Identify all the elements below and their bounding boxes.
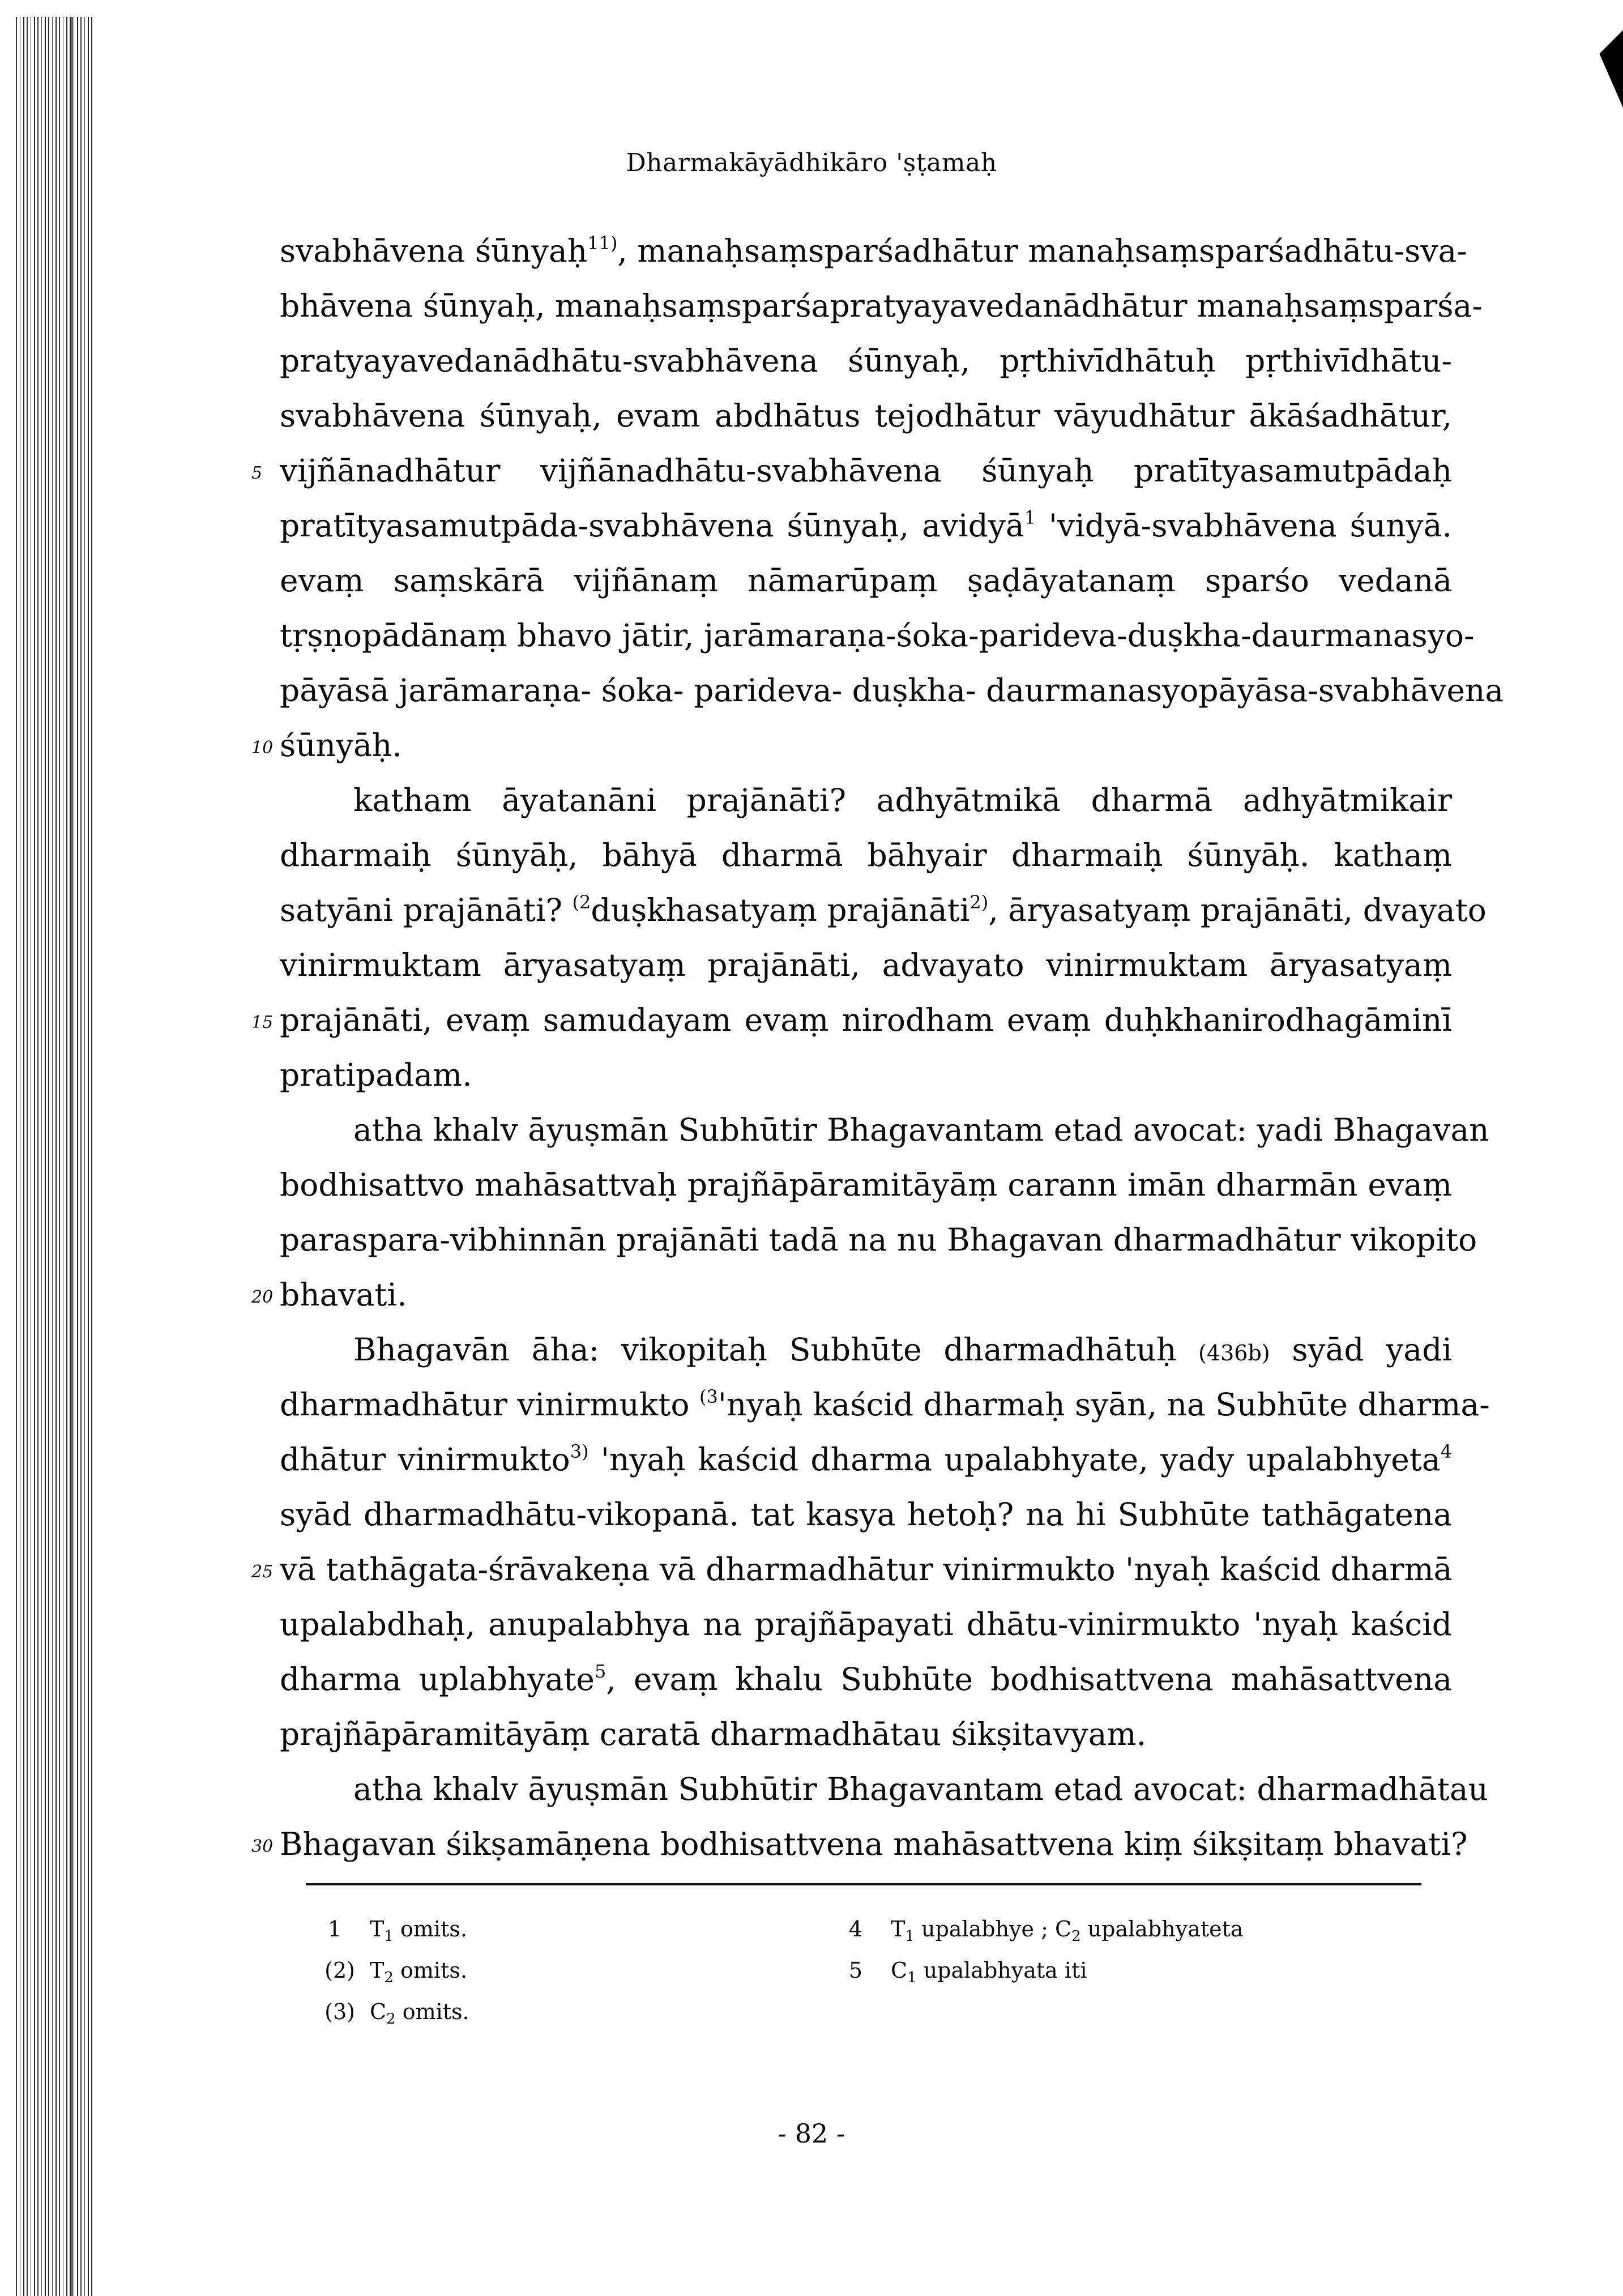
- text-line: dhātur vinirmukto$^{3)}$ 'nyaḥ kaścid dharma upalabhyate, yady upalabhyeta$^4$: [280, 1441, 1452, 1478]
- scan-binding-edge: [16, 17, 93, 2296]
- text-line: vinirmuktam āryasatyaṃ prajānāti, advayato vinirmuktam āryasatyaṃ: [280, 947, 1452, 983]
- footnote-number: 5: [848, 1958, 862, 1983]
- footnote: [835, 1909, 1244, 1950]
- scan-corner-shadow: [1583, 17, 1623, 108]
- footnote-text: $T_2$ omits.: [370, 1958, 467, 1986]
- text-line: pratipadam.: [280, 1057, 472, 1093]
- footnote-marker: 2): [969, 891, 989, 913]
- footnotes-right-column: [835, 1909, 1244, 1991]
- line-number: 15: [251, 1013, 274, 1032]
- text-line: katham āyatanāni prajānāti? adhyātmikā dharmā adhyātmikair: [353, 782, 1452, 818]
- main-text: [251, 224, 1504, 1872]
- text-line: pratītyasamutpāda-svabhāvena śūnyaḥ, avidyā$^1$ 'vidyā-svabhāvena śunyā.: [280, 507, 1452, 544]
- text-line: satyāni prajānāti? $^{(2}$duṣkhasatyaṃ prajānāti$^{2)}$, āryasatyaṃ prajānāti, dvayato: [280, 891, 1487, 928]
- footnote-marker: (3: [699, 1386, 718, 1407]
- text-line: pāyāsā jarāmaraṇa- śoka- parideva- duṣkha- daurmanasyopāyāsa-svabhāvena: [280, 672, 1504, 709]
- text-line: bodhisattvo mahāsattvaḥ prajñāpāramitāyāṃ carann imān dharmān evaṃ: [280, 1167, 1452, 1203]
- running-head: Dharmakāyādhikāro 'ṣṭamaḥ: [626, 148, 997, 177]
- footnote-number: 1: [327, 1917, 341, 1941]
- text-line: dharma uplabhyate$^5$, evaṃ khalu Subhūte bodhisattvena mahāsattvena: [280, 1661, 1453, 1697]
- footnote-text: $C_1$ upalabhyata iti: [891, 1958, 1087, 1986]
- text-line: 20 bhavati.: [280, 1268, 1452, 1322]
- text-line: upalabdhaḥ, anupalabhya na prajñāpayati dhātu-vinirmukto 'nyaḥ kaścid: [280, 1606, 1452, 1642]
- text-line: atha khalv āyuṣmān Subhūtir Bhagavantam etad avocat: dharmadhātau: [353, 1771, 1488, 1807]
- text-line: svabhāvena śūnyaḥ, evam abdhātus tejodhātur vāyudhātur ākāśadhātur,: [280, 398, 1452, 434]
- line-number: 10: [251, 738, 274, 758]
- text-line: paraspara-vibhinnān prajānāti tadā na nu Bhagavan dharmadhātur vikopito: [280, 1222, 1477, 1258]
- text-line: svabhāvena śūnyaḥ$^{11)}$, manaḥsaṃsparśadhātur manaḥsaṃsparśadhātu-sva-: [280, 232, 1467, 269]
- text-line: tṛṣṇopādānaṃ bhavo jātir, jarāmaraṇa-śoka-parideva-duṣkha-daurmanasyo-: [280, 617, 1475, 654]
- folio-reference: (436b): [1198, 1341, 1270, 1365]
- footnote-number: 4: [848, 1917, 862, 1941]
- footnote-text: $T_1$ upalabhye ; $C_2$ upalabhyateta: [891, 1917, 1244, 1945]
- footnote-number: (3): [324, 1999, 355, 2024]
- footnote-text: $C_2$ omits.: [370, 1999, 469, 2028]
- text-line: evaṃ saṃskārā vijñānaṃ nāmarūpaṃ ṣaḍāyatanaṃ sparśo vedanā: [280, 562, 1452, 599]
- text-line: 25 vā tathāgata-śrāvakeṇa vā dharmadhātur vinirmukto 'nyaḥ kaścid dharmā: [280, 1542, 1452, 1597]
- text-line: prajñāpāramitāyāṃ caratā dharmadhātau śikṣitavyam.: [280, 1716, 1147, 1752]
- page-number: - 82 -: [778, 2118, 845, 2149]
- line-number: 25: [251, 1562, 274, 1582]
- footnote-marker: 4: [1440, 1441, 1452, 1462]
- text-line: pratyayavedanādhātu-svabhāvena śūnyaḥ, pṛthivīdhātuḥ pṛthivīdhātu-: [280, 343, 1452, 379]
- text-line: dharmaiḥ śūnyāḥ, bāhyā dharmā bāhyair dharmaiḥ śūnyāḥ. kathaṃ: [280, 837, 1452, 873]
- text-line: 5 vijñānadhātur vijñānadhātu-svabhāvena śūnyaḥ pratītyasamutpādaḥ: [280, 443, 1452, 498]
- line-number: 5: [251, 463, 263, 483]
- footnote-marker: 3): [570, 1441, 589, 1462]
- text-line: Bhagavān āha: vikopitaḥ Subhūte dharmadhātuḥ (436b) syād yadi: [353, 1331, 1453, 1368]
- line-number: 30: [251, 1837, 274, 1857]
- line-number: 20: [251, 1287, 274, 1307]
- footnote: [314, 1991, 469, 2033]
- text-line: 10 śūnyāḥ.: [280, 718, 1452, 773]
- text-line: syād dharmadhātu-vikopanā. tat kasya hetoḥ? na hi Subhūte tathāgatena: [280, 1496, 1452, 1533]
- footnote: [314, 1950, 469, 1991]
- text-line: bhāvena śūnyaḥ, manaḥsaṃsparśapratyayavedanādhātur manaḥsaṃsparśa-: [280, 288, 1483, 324]
- footnote-rule: [306, 1883, 1421, 1885]
- text-line: 15 prajānāti, evaṃ samudayam evaṃ nirodham evaṃ duḥkhanirodhagāminī: [280, 993, 1452, 1048]
- footnote: [835, 1950, 1244, 1991]
- footnote: [314, 1909, 469, 1950]
- footnotes-left-column: [314, 1909, 469, 2033]
- text-line: dharmadhātur vinirmukto $^{(3}$'nyaḥ kaścid dharmaḥ syān, na Subhūte dharma-: [280, 1386, 1490, 1423]
- footnote-marker: (2: [572, 891, 591, 913]
- footnote-text: $T_1$ omits.: [370, 1917, 467, 1945]
- text-line: atha khalv āyuṣmān Subhūtir Bhagavantam etad avocat: yadi Bhagavan: [353, 1112, 1489, 1148]
- text-line: 30 Bhagavan śikṣamāṇena bodhisattvena mahāsattvena kiṃ śikṣitaṃ bhavati?: [280, 1817, 1452, 1872]
- footnote-marker: 1: [1024, 507, 1036, 528]
- footnote-marker: 11): [587, 232, 618, 254]
- footnote-marker: 5: [594, 1661, 607, 1682]
- footnote-number: (2): [324, 1958, 355, 1983]
